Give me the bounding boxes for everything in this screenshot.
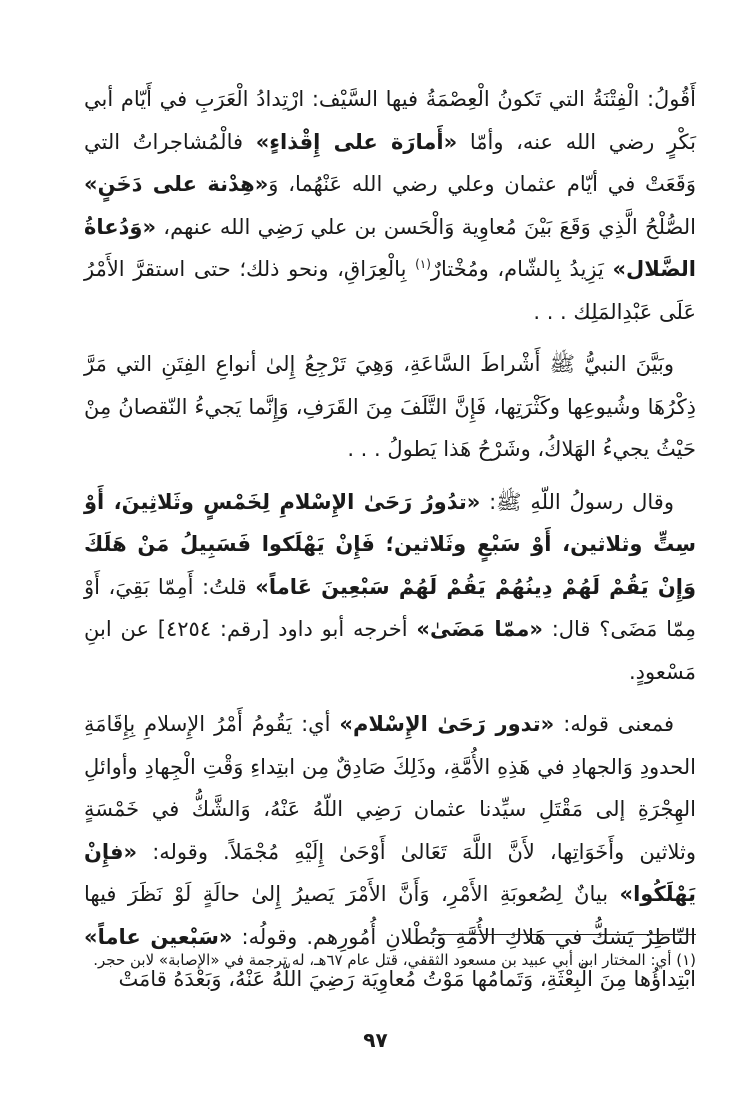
citation: أخرجه أبو داود [رقم: ٤٢٥٤] عن ابنِ مَسْعودٍ. xyxy=(84,617,696,684)
quote-yahlaku: «فإِنْ يَهْلَكُوا» xyxy=(84,839,696,906)
footnote-divider xyxy=(431,934,696,935)
text-segment: يَزِيدُ بِالشّام، ومُخْتارٌ xyxy=(430,257,613,281)
text-segment: أَقُولُ: الْفِتْنَةُ التي تَكونُ الْعِصْمَةُ فيها السَّيْف: ارْتِدادُ الْعَرَبِ في أَيّام أبي بَكْرٍ رضي الله عنه، وأمّا xyxy=(84,87,696,154)
paragraph-2 xyxy=(84,343,696,471)
text-segment: وقال رسولُ اللّهِ ﷺ: xyxy=(480,489,674,514)
hadith-quote: «تدُورُ رَحَىٰ الإِسْلامِ لِخَمْسٍ وثَلاثِينَ، أَوْ سِتٍّ وثلاثين، أَوْ سَبْعٍ وثَلاثين؛ فَإِنْ يَهْلَكوا فَسَبِيلُ مَنْ هَلَكَ وَإِنْ يَقُمْ لَهُمْ دِينُهُمْ يَقُمْ لَهُمْ سَبْعِينَ عَاماً» xyxy=(84,489,696,599)
text-segment: أي: يَقُومُ أَمْرُ الإِسلامِ بِإِقَامَةِ الحدودِ وَالجهادِ في هَذِهِ الأُمَّةِ، وذَلِكَ صَادِقٌ مِن ابتِداءِ وَقْتِ الْجِهادِ وأوائلِ الهِجْرَةِ إلى مَقْتَلِ سيِّدنا عثمان رَضِي اللّهُ عَنْهُ، وَالشَّكُّ في خَمْسَةٍ وثلاثين وأَخَوَاتِها، لأَنَّ اللَّهَ تَعَالىٰ أَوْحَىٰ إِلَيْهِ مُجْمَلاً. وقوله: xyxy=(84,712,696,864)
page-number: ٩٧ xyxy=(363,1028,388,1052)
text-segment: بيانٌ لِصُعوبَةِ الأَمْرِ، وَأَنَّ الأَمْرَ يَصيرُ إِلىٰ حالَةٍ لَوْ نَظَرَ فيها النّاظِرُ يَشكُّ في هَلاكِ الأُمَّةِ وَبُطْلانِ أُمُورِهم. وقولُه: xyxy=(84,882,697,949)
footnote: (١) أي: المختار ابن أبي عبيد بن مسعود الثقفي، قتل عام ٦٧هـ، له ترجمة في «الإصابة» لابن حجر. xyxy=(93,951,696,969)
quote-sabin: «سَبْعين عاماً» xyxy=(84,924,233,949)
quote-mimma-mada: «ممّا مَضَىٰ» xyxy=(416,617,543,641)
text-segment: فالْمُشاجراتُ التي وَقَعَتْ في أيّام عثمان وعلي رضي الله عَنْهُما، وَ xyxy=(84,129,696,196)
quote-tadur: «تدور رَحَىٰ الإِسْلام» xyxy=(339,712,555,736)
text-segment: وبَيَّنَ النبيُّ ﷺ أَشْراطَ السَّاعَةِ، وَهِيَ تَرْجِعُ إِلىٰ أنواعِ الفِتَنِ التي مَرَّ ذِكْرُهَا وشُيوعِها وكَثْرَتِها، فَإِنَّ التَّلَفَ مِنَ القَرَفِ، وَإِنَّما يَجيءُ النّقصانُ مِنْ حَيْثُ يجيءُ الهَلاكُ، وشَرْحُ هَذا يَطولُ . . . xyxy=(84,352,696,461)
quote-imara: «أَمارَة على إِقْذاءٍ» xyxy=(255,129,458,154)
text-segment: قلتُ: أَمِمّا بَقِيَ، أَوْ مِمّا مَضَى؟ قال: xyxy=(84,574,696,641)
footnote-marker[interactable]: (١) xyxy=(415,257,431,271)
paragraph-3 xyxy=(84,481,696,694)
quote-hudna: «هِدْنة على دَخَنٍ» xyxy=(84,172,269,196)
main-text xyxy=(84,78,696,1011)
text-segment: بِالْعِرَاقِ، ونحو ذلك؛ حتى استقرَّ الأَمْرُ عَلَى عَبْدِالمَلِك . . . xyxy=(84,257,696,324)
text-segment: ابْتِداؤُها مِنَ الْبِعْثَةِ، وَتَمامُها مَوْتُ مُعاوِيَة رَضِيَ اللّهُ عَنْهُ، وَبَعْدَهُ قامَتْ xyxy=(118,967,696,991)
text-segment: الصُّلْحُ الَّذِي وَقَعَ بَيْنَ مُعاوِية وَالْحَسن بن علي رَضِي الله عنهم، xyxy=(156,214,696,239)
paragraph-1 xyxy=(84,78,696,333)
text-segment: فمعنى قوله: xyxy=(554,712,674,736)
quote-duat: «وَدُعاةُ الضَّلال» xyxy=(84,214,696,281)
